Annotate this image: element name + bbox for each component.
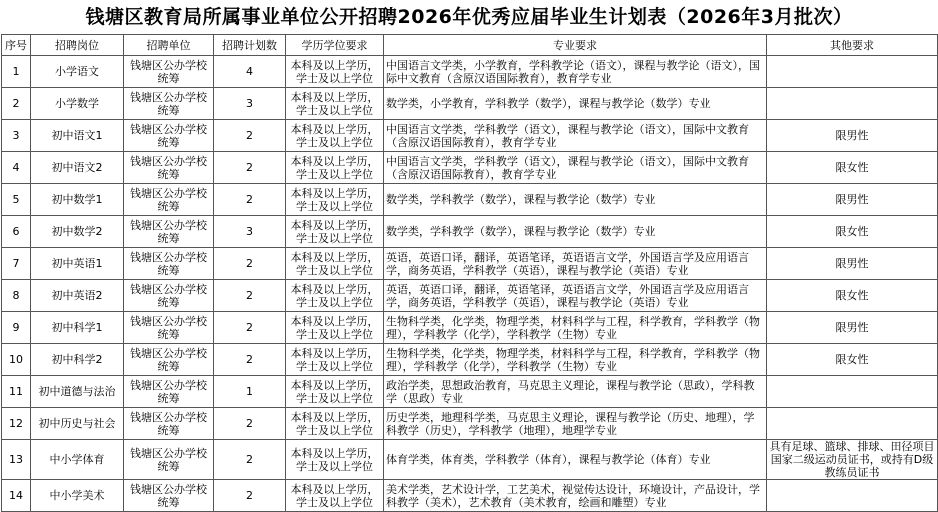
cell-count: 2 bbox=[214, 184, 286, 216]
cell-unit: 钱塘区公办学校统筹 bbox=[124, 480, 214, 512]
table-row bbox=[2, 88, 938, 120]
cell-education: 本科及以上学历，学士及以上学位 bbox=[286, 344, 384, 376]
cell-post: 初中道德与法治 bbox=[31, 376, 124, 408]
cell-education: 本科及以上学历，学士及以上学位 bbox=[286, 248, 384, 280]
cell-count: 3 bbox=[214, 88, 286, 120]
cell-no: 5 bbox=[2, 184, 31, 216]
header-row bbox=[2, 35, 938, 56]
cell-other: 限女性 bbox=[767, 280, 938, 312]
cell-education: 本科及以上学历，学士及以上学位 bbox=[286, 184, 384, 216]
cell-unit: 钱塘区公办学校统筹 bbox=[124, 216, 214, 248]
cell-other bbox=[767, 376, 938, 408]
cell-education: 本科及以上学历，学士及以上学位 bbox=[286, 480, 384, 512]
cell-no: 2 bbox=[2, 88, 31, 120]
cell-other bbox=[767, 88, 938, 120]
cell-no: 14 bbox=[2, 480, 31, 512]
cell-unit: 钱塘区公办学校统筹 bbox=[124, 120, 214, 152]
cell-major: 数学类，学科教学（数学），课程与教学论（数学）专业 bbox=[384, 216, 767, 248]
cell-major: 生物科学类，化学类，物理学类，材料科学与工程，科学教育，学科教学（物理），学科教学（化学），学科教学（生物）专业 bbox=[384, 312, 767, 344]
cell-no: 7 bbox=[2, 248, 31, 280]
cell-count: 1 bbox=[214, 376, 286, 408]
cell-other: 限男性 bbox=[767, 120, 938, 152]
cell-no: 3 bbox=[2, 120, 31, 152]
cell-unit: 钱塘区公办学校统筹 bbox=[124, 152, 214, 184]
table-row bbox=[2, 344, 938, 376]
cell-education: 本科及以上学历，学士及以上学位 bbox=[286, 120, 384, 152]
cell-education: 本科及以上学历，学士及以上学位 bbox=[286, 280, 384, 312]
cell-no: 10 bbox=[2, 344, 31, 376]
cell-education: 本科及以上学历，学士及以上学位 bbox=[286, 216, 384, 248]
cell-no: 12 bbox=[2, 408, 31, 440]
table-row bbox=[2, 120, 938, 152]
cell-count: 2 bbox=[214, 248, 286, 280]
cell-count: 3 bbox=[214, 216, 286, 248]
cell-major: 生物科学类，化学类，物理学类，材料科学与工程，科学教育，学科教学（物理），学科教学（化学），学科教学（生物）专业 bbox=[384, 344, 767, 376]
cell-count: 2 bbox=[214, 312, 286, 344]
cell-unit: 钱塘区公办学校统筹 bbox=[124, 248, 214, 280]
cell-post: 中小学美术 bbox=[31, 480, 124, 512]
table-row bbox=[2, 216, 938, 248]
cell-major: 政治学类，思想政治教育，马克思主义理论，课程与教学论（思政），学科教学（思政）专业 bbox=[384, 376, 767, 408]
cell-post: 初中数学1 bbox=[31, 184, 124, 216]
cell-major: 英语，英语口译，翻译，英语笔译，英语语言文学，外国语言学及应用语言学，商务英语，学科教学（英语），课程与教学论（英语）专业 bbox=[384, 280, 767, 312]
header-count: 招聘计划数 bbox=[214, 35, 286, 56]
cell-other: 限女性 bbox=[767, 216, 938, 248]
cell-other bbox=[767, 408, 938, 440]
cell-no: 6 bbox=[2, 216, 31, 248]
table-row bbox=[2, 480, 938, 512]
cell-unit: 钱塘区公办学校统筹 bbox=[124, 184, 214, 216]
table-row bbox=[2, 248, 938, 280]
header-major: 专业要求 bbox=[384, 35, 767, 56]
cell-education: 本科及以上学历，学士及以上学位 bbox=[286, 376, 384, 408]
cell-other bbox=[767, 56, 938, 88]
cell-post: 初中语文1 bbox=[31, 120, 124, 152]
cell-other: 限男性 bbox=[767, 248, 938, 280]
cell-post: 初中数学2 bbox=[31, 216, 124, 248]
cell-unit: 钱塘区公办学校统筹 bbox=[124, 408, 214, 440]
cell-education: 本科及以上学历，学士及以上学位 bbox=[286, 408, 384, 440]
cell-major: 中国语言文学类，学科教学（语文），课程与教学论（语文），国际中文教育（含原汉语国际教育），教育学专业 bbox=[384, 120, 767, 152]
cell-count: 2 bbox=[214, 344, 286, 376]
cell-no: 13 bbox=[2, 440, 31, 480]
cell-no: 4 bbox=[2, 152, 31, 184]
cell-education: 本科及以上学历，学士及以上学位 bbox=[286, 88, 384, 120]
cell-other: 限男性 bbox=[767, 312, 938, 344]
header-education: 学历学位要求 bbox=[286, 35, 384, 56]
cell-count: 2 bbox=[214, 440, 286, 480]
cell-major: 英语，英语口译，翻译，英语笔译，英语语言文学，外国语言学及应用语言学，商务英语，学科教学（英语），课程与教学论（英语）专业 bbox=[384, 248, 767, 280]
cell-major: 数学类，学科教学（数学），课程与教学论（数学）专业 bbox=[384, 184, 767, 216]
header-post: 招聘岗位 bbox=[31, 35, 124, 56]
cell-education: 本科及以上学历，学士及以上学位 bbox=[286, 152, 384, 184]
cell-other: 限男性 bbox=[767, 184, 938, 216]
cell-no: 11 bbox=[2, 376, 31, 408]
cell-other bbox=[767, 480, 938, 512]
cell-no: 8 bbox=[2, 280, 31, 312]
cell-other: 限女性 bbox=[767, 152, 938, 184]
cell-unit: 钱塘区公办学校统筹 bbox=[124, 376, 214, 408]
cell-unit: 钱塘区公办学校统筹 bbox=[124, 88, 214, 120]
cell-education: 本科及以上学历，学士及以上学位 bbox=[286, 56, 384, 88]
table-row bbox=[2, 440, 938, 480]
cell-post: 初中科学1 bbox=[31, 312, 124, 344]
cell-no: 1 bbox=[2, 56, 31, 88]
cell-major: 美术学类，艺术设计学，工艺美术，视觉传达设计，环境设计，产品设计，学科教学（美术），艺术教育（美术教育，绘画和雕塑）专业 bbox=[384, 480, 767, 512]
cell-unit: 钱塘区公办学校统筹 bbox=[124, 280, 214, 312]
header-other: 其他要求 bbox=[767, 35, 938, 56]
cell-count: 2 bbox=[214, 408, 286, 440]
cell-post: 初中英语2 bbox=[31, 280, 124, 312]
cell-no: 9 bbox=[2, 312, 31, 344]
table-row bbox=[2, 376, 938, 408]
cell-unit: 钱塘区公办学校统筹 bbox=[124, 312, 214, 344]
cell-post: 初中英语1 bbox=[31, 248, 124, 280]
table-row bbox=[2, 280, 938, 312]
cell-post: 初中语文2 bbox=[31, 152, 124, 184]
cell-major: 历史学类，地理科学类，马克思主义理论，课程与教学论（历史、地理），学科教学（历史），学科教学（地理），地理学专业 bbox=[384, 408, 767, 440]
table-body bbox=[2, 56, 938, 512]
header-no: 序号 bbox=[2, 35, 31, 56]
cell-major: 中国语言文学类，学科教学（语文），课程与教学论（语文），国际中文教育（含原汉语国际教育），教育学专业 bbox=[384, 152, 767, 184]
table-row bbox=[2, 184, 938, 216]
cell-post: 小学数学 bbox=[31, 88, 124, 120]
cell-other: 限女性 bbox=[767, 344, 938, 376]
cell-count: 2 bbox=[214, 120, 286, 152]
header-unit: 招聘单位 bbox=[124, 35, 214, 56]
cell-post: 初中科学2 bbox=[31, 344, 124, 376]
cell-education: 本科及以上学历，学士及以上学位 bbox=[286, 440, 384, 480]
table-row bbox=[2, 152, 938, 184]
cell-count: 2 bbox=[214, 280, 286, 312]
cell-major: 中国语言文学类，小学教育，学科教学论（语文），课程与教学论（语文），国际中文教育（含原汉语国际教育），教育学专业 bbox=[384, 56, 767, 88]
cell-major: 数学类，小学教育，学科教学（数学），课程与教学论（数学）专业 bbox=[384, 88, 767, 120]
cell-unit: 钱塘区公办学校统筹 bbox=[124, 56, 214, 88]
cell-post: 中小学体育 bbox=[31, 440, 124, 480]
cell-post: 初中历史与社会 bbox=[31, 408, 124, 440]
table-row bbox=[2, 312, 938, 344]
cell-education: 本科及以上学历，学士及以上学位 bbox=[286, 312, 384, 344]
recruitment-table bbox=[1, 34, 938, 512]
cell-post: 小学语文 bbox=[31, 56, 124, 88]
cell-major: 体育学类，体育类，学科教学（体育），课程与教学论（体育）专业 bbox=[384, 440, 767, 480]
cell-unit: 钱塘区公办学校统筹 bbox=[124, 344, 214, 376]
cell-count: 4 bbox=[214, 56, 286, 88]
cell-unit: 钱塘区公办学校统筹 bbox=[124, 440, 214, 480]
page-title: 钱塘区教育局所属事业单位公开招聘2026年优秀应届毕业生计划表（2026年3月批次） bbox=[85, 6, 853, 28]
table-row bbox=[2, 408, 938, 440]
cell-count: 2 bbox=[214, 480, 286, 512]
cell-count: 2 bbox=[214, 152, 286, 184]
cell-other: 具有足球、篮球、排球、田径项目国家二级运动员证书，或持有D级教练员证书 bbox=[767, 440, 938, 480]
table-row bbox=[2, 56, 938, 88]
